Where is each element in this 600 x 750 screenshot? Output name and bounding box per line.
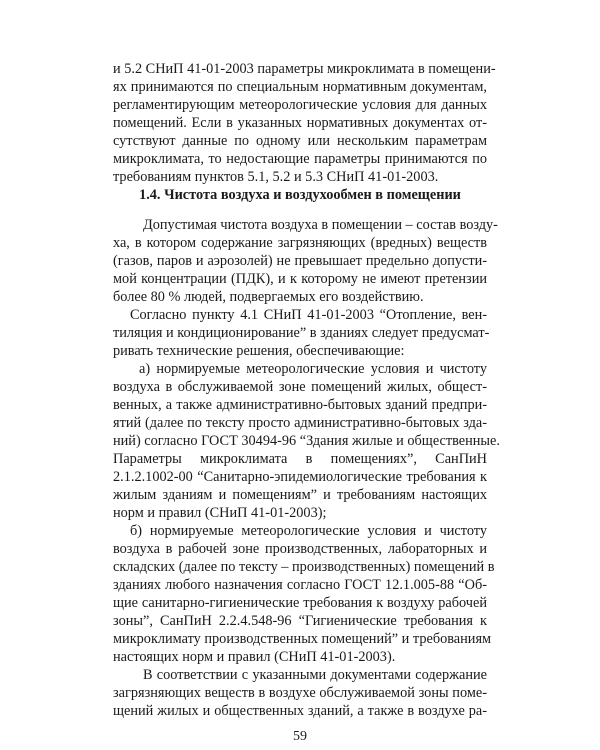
text-line: норм и правил (СНиП 41-01-2003);	[113, 505, 327, 521]
text-line: 2.1.2.1002-00 “Санитарно-эпидемиологические требования к	[113, 469, 487, 485]
text-line: а) нормируемые метеорологические условия и чистоту	[139, 361, 487, 377]
text-line: требованиям пунктов 5.1, 5.2 и 5.3 СНиП 41-01-2003.	[113, 169, 439, 185]
text-line: зоны”, СанПиН 2.2.4.548-96 “Гигиенические требования к	[113, 613, 487, 629]
text-line: Параметры микроклимата в помещениях”, СанПиН	[113, 451, 487, 467]
text-line: помещений. Если в указанных нормативных документах от-	[113, 115, 487, 131]
text-line: тиляция и кондиционирование” в зданиях следует предусмат-	[113, 325, 490, 341]
text-line: складских (далее по тексту – производственных) помещений в	[113, 559, 495, 575]
text-line: и 5.2 СНиП 41-01-2003 параметры микроклимата в помещени-	[113, 61, 496, 77]
text-line: жилым зданиям и помещениям” и требованиям настоящих	[113, 487, 487, 503]
text-line: щений жилых и общественных зданий, а также в воздухе ра-	[113, 703, 487, 719]
section-heading: 1.4. Чистота воздуха и воздухообмен в помещении	[139, 187, 461, 203]
text-line: микроклимату производственных помещений” и требованиям	[113, 631, 492, 647]
text-line: ях принимаются по специальным нормативным документам,	[113, 79, 487, 95]
text-line: Согласно пункту 4.1 СНиП 41-01-2003 “Отопление, вен-	[130, 307, 487, 323]
text-line: зданиях любого назначения согласно ГОСТ 12.1.005-88 “Об-	[113, 577, 487, 593]
text-line: (газов, паров и аэрозолей) не превышает предельно допусти-	[113, 253, 487, 269]
text-line: венных, а также административно-бытовых зданий предпри-	[113, 397, 487, 413]
text-line: В соответствии с указанными документами содержание	[143, 667, 487, 683]
text-line: ривать технические решения, обеспечивающие:	[113, 343, 405, 359]
text-line: мой концентрации (ПДК), и к которому не имеют претензии	[113, 271, 487, 287]
text-line: ха, в котором содержание загрязняющих (вредных) веществ	[113, 235, 487, 251]
page-number: 59	[293, 729, 307, 744]
text-line: более 80 % людей, подвергаемых его воздействию.	[113, 289, 424, 305]
text-line: регламентирующим метеорологические условия для данных	[113, 97, 487, 113]
text-line: ятий (далее по тексту просто административно-бытовых зда-	[113, 415, 487, 431]
text-line: щие санитарно-гигиенические требования к воздуху рабочей	[113, 595, 487, 611]
text-line: воздуха в обслуживаемой зоне помещений жилых, общест-	[113, 379, 487, 395]
text-line: микроклимата, то недостающие параметры принимаются по	[113, 151, 487, 167]
text-line: ний) согласно ГОСТ 30494-96 “Здания жилые и общественные.	[113, 433, 500, 449]
text-line: настоящих норм и правил (СНиП 41-01-2003).	[113, 649, 396, 665]
text-line: б) нормируемые метеорологические условия и чистоту	[130, 523, 487, 539]
text-line: воздуха в рабочей зоне производственных, лабораторных и	[113, 541, 487, 557]
text-line: Допустимая чистота воздуха в помещении – состав возду-	[143, 217, 498, 233]
text-line: загрязняющих веществ в воздухе обслуживаемой зоны поме-	[113, 685, 487, 701]
text-line: сутствуют данные по одному или нескольким параметрам	[113, 133, 487, 149]
